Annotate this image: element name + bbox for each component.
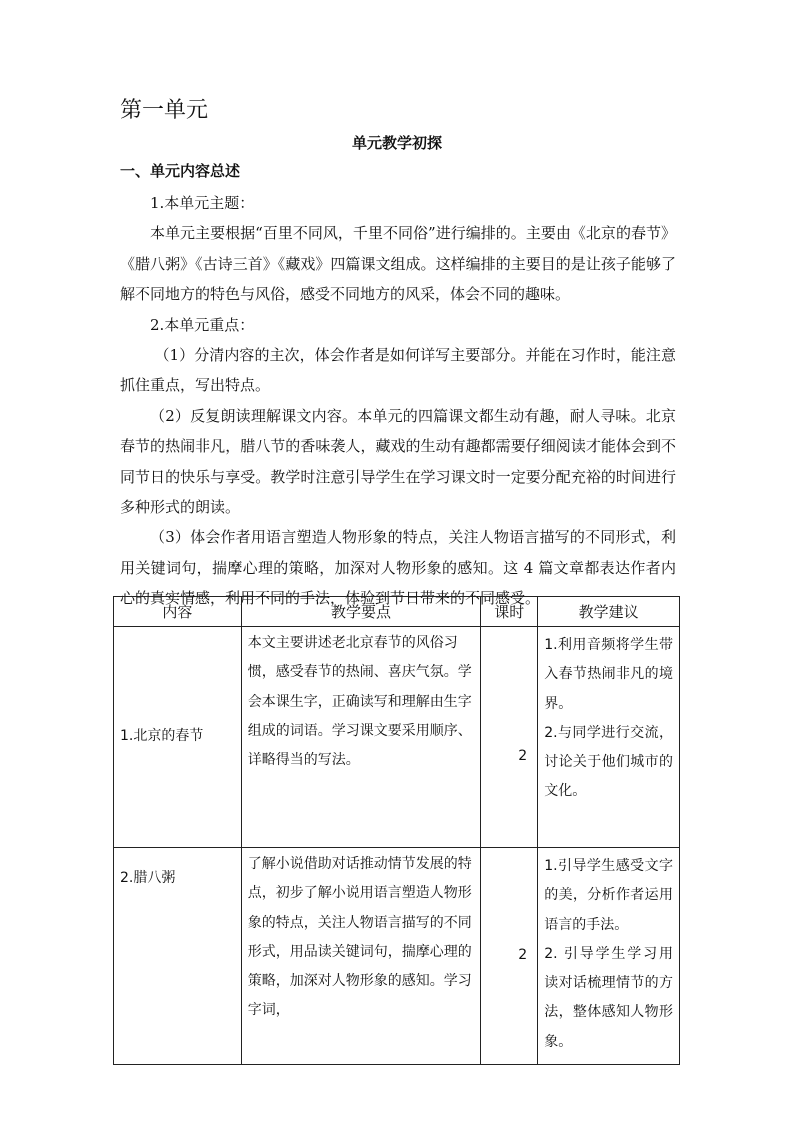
suggestion-item: 2.与同学进行交流，讨论关于他们城市的文化。 <box>544 724 673 800</box>
table-row <box>114 848 680 1065</box>
focus-label: 2.本单元重点： <box>150 315 255 334</box>
page-title: 单元教学初探 <box>351 134 442 152</box>
suggestion-item: 2. 引导学生学习用读对话梳理情节的方法，整体感知人物形象。 <box>544 945 673 1050</box>
teaching-points: 了解小说借助对话推动情节发展的特点，初步了解小说用语言塑造人物形象的特点，关注人物语言描写的不同形式，用品读关键词句，揣摩心理的策略，加深对人物形象的感知。学习字词， <box>241 848 481 1065</box>
focus-point-1: （1）分清内容的主次，体会作者是如何详写主要部分。并能在习作时，能注意抓住重点，写出特点。 <box>120 346 676 395</box>
table-row <box>114 627 680 848</box>
teaching-plan-table <box>113 596 680 1065</box>
header-content: 内容 <box>114 597 242 627</box>
class-hours: 2 <box>481 627 538 848</box>
lesson-name: 2.腊八粥 <box>114 848 242 1065</box>
lesson-name: 1.北京的春节 <box>114 627 242 848</box>
table-header-row <box>114 597 680 627</box>
teaching-suggestions <box>538 848 680 1065</box>
suggestion-item: 1.利用音频将学生带入春节热闹非凡的境界。 <box>544 637 673 712</box>
theme-label: 1.本单元主题： <box>150 194 255 212</box>
class-hours: 2 <box>481 848 538 1065</box>
header-class-hours: 课时 <box>481 597 538 627</box>
section-heading: 一、单元内容总述 <box>120 162 241 180</box>
suggestion-item: 1.引导学生感受文字的美，分析作者运用语言的手法。 <box>544 858 673 933</box>
theme-paragraph: 本单元主要根据“百里不同风，千里不同俗”进行编排的。主要由《北京的春节》《腊八粥》《古诗三首》《藏戏》四篇课文组成。这样编排的主要目的是让孩子能够了解不同地方的特色与风俗，感受不同地方的风采，体会不同的趣味。 <box>120 224 676 304</box>
focus-point-3: （3）体会作者用语言塑造人物形象的特点，关注人物语言描写的不同形式，利用关键词句，揣摩心理的策略，加深对人物形象的感知。这 4 篇文章都表达作者内心的真实情感，利用不同的手法，体验到节日带来的不同感受。 <box>120 528 676 608</box>
header-teaching-suggestions: 教学建议 <box>538 597 680 627</box>
teaching-suggestions <box>538 627 680 848</box>
unit-title: 第一单元 <box>120 98 209 123</box>
header-teaching-points: 教学要点 <box>241 597 481 627</box>
teaching-points: 本文主要讲述老北京春节的风俗习惯，感受春节的热闹、喜庆气氛。学会本课生字，正确读写和理解由生字组成的词语。学习课文要采用顺序、详略得当的写法。 <box>241 627 481 848</box>
focus-point-2: （2）反复朗读理解课文内容。本单元的四篇课文都生动有趣，耐人寻味。北京春节的热闹非凡，腊八节的香味袭人，藏戏的生动有趣都需要仔细阅读才能体会到不同节日的快乐与享受。教学时注意引导学生在学习课文时一定要分配充裕的时间进行多种形式的朗读。 <box>120 406 676 517</box>
unit-overview <box>120 188 676 614</box>
